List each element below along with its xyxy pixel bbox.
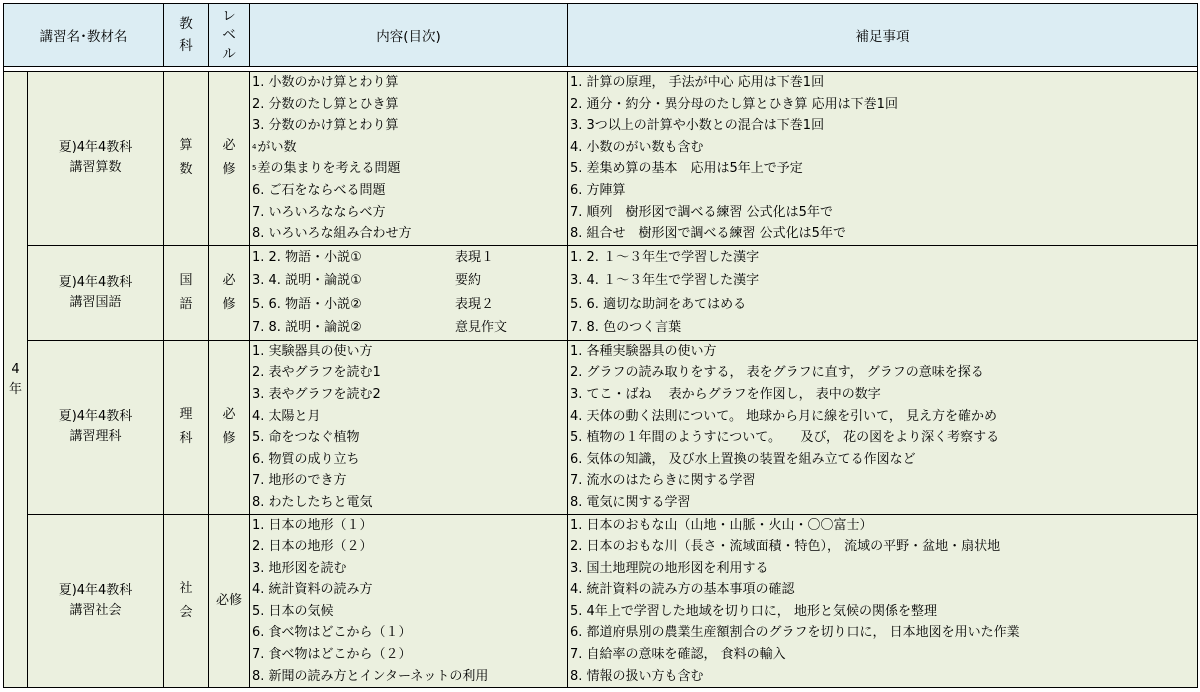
list-item: 8. いろいろな組み合わせ方 <box>252 226 412 242</box>
grade-label: 4 年 <box>4 72 28 688</box>
list-item: 5差の集まりを考える問題 <box>252 161 401 177</box>
list-item: 7. 8. 色のつく言葉 <box>570 320 682 336</box>
notes-list <box>568 514 1198 688</box>
subject-label: 国 語 <box>164 245 209 340</box>
list-item: 2. 日本のおもな川（長さ・流域面積・特色）， 流域の平野・盆地・扇状地 <box>570 539 1001 555</box>
list-item: 5. 6. 物語・小説② 表現２ <box>252 296 495 312</box>
list-item: 6. 気体の知識， 及び水上置換の装置を組み立てる作図など <box>570 451 916 467</box>
list-item: 4. 統計資料の読み方の基本事項の確認 <box>570 582 795 598</box>
table-row-science <box>4 340 1198 514</box>
list-item: 3. 表やグラフを読む2 <box>252 386 381 402</box>
list-item: 7. いろいろなならべ方 <box>252 204 386 220</box>
level-label: 必 修 <box>209 72 250 246</box>
content-list <box>250 245 568 340</box>
header-subject: 教 科 <box>164 4 209 67</box>
table-row-japanese <box>4 245 1198 340</box>
list-item: 6. 食べ物はどこから（１） <box>252 625 412 641</box>
header-content: 内容(目次) <box>250 4 568 67</box>
list-item: 7. 流水のはたらきに関する学習 <box>570 473 756 489</box>
list-item: 2. 日本の地形（２） <box>252 539 373 555</box>
list-item: 5. 日本の気候 <box>252 603 334 619</box>
header-row <box>4 4 1198 67</box>
list-item: 6. 都道府県別の農業生産額割合のグラフを切り口に， 日本地図を用いた作業 <box>570 625 1020 641</box>
notes-list <box>568 340 1198 514</box>
list-item: 4がい数 <box>252 139 297 155</box>
level-label: 必 修 <box>209 245 250 340</box>
list-item: 4. 天体の動く法則について。 地球から月に線を引いて， 見え方を確かめ <box>570 408 998 424</box>
list-item: 3. 地形図を読む <box>252 560 347 576</box>
list-item: 5. 差集め算の基本 応用は5年上で予定 <box>570 161 803 177</box>
list-item: 4. 統計資料の読み方 <box>252 582 373 598</box>
list-item: 5. 植物の１年間のようすについて。 及び， 花の図をより深く考察する <box>570 430 1000 446</box>
list-item: 5. 4年上で学習した地域を切り口に， 地形と気候の関係を整理 <box>570 603 937 619</box>
content-list <box>250 340 568 514</box>
list-item: 7. 食べ物はどこから（２） <box>252 647 412 663</box>
subject-label: 理 科 <box>164 340 209 514</box>
course-name: 夏)4年4教科 講習社会 <box>28 514 164 688</box>
level-label: 必修 <box>209 514 250 688</box>
list-item: 1. 実験器具の使い方 <box>252 343 373 359</box>
list-item: 2. 分数のたし算とひき算 <box>252 96 399 112</box>
notes-list <box>568 72 1198 246</box>
list-item: 5. 命をつなぐ植物 <box>252 430 360 446</box>
course-name: 夏)4年4教科 講習理科 <box>28 340 164 514</box>
notes-list <box>568 245 1198 340</box>
list-item: 8. 組合せ 樹形図で調べる練習 公式化は5年で <box>570 226 846 242</box>
curriculum-table <box>3 3 1198 688</box>
header-level: レ ベ ル <box>209 4 250 67</box>
list-item: 6. 方陣算 <box>570 182 626 198</box>
list-item: 5. 6. 適切な助詞をあてはめる <box>570 296 747 312</box>
list-item: 2. 表やグラフを読む1 <box>252 365 381 381</box>
subject-label: 社 会 <box>164 514 209 688</box>
list-item: 2. 通分・約分・異分母のたし算とひき算 応用は下巻1回 <box>570 96 898 112</box>
list-item: 2. グラフの読み取りをする， 表をグラフに直す， グラフの意味を探る <box>570 365 984 381</box>
list-item: 6. 物質の成り立ち <box>252 451 360 467</box>
list-item: 8. 電気に関する学習 <box>570 494 691 510</box>
course-name: 夏)4年4教科 講習算数 <box>28 72 164 246</box>
list-item: 7. 自給率の意味を確認， 食料の輸入 <box>570 647 786 663</box>
list-item: 3. 4. 説明・論説① 要約 <box>252 273 482 289</box>
list-item: 3. 国土地理院の地形図を利用する <box>570 560 769 576</box>
list-item: 3. 分数のかけ算とわり算 <box>252 118 399 134</box>
list-item: 4. 太陽と月 <box>252 408 321 424</box>
list-item: 7. 地形のでき方 <box>252 473 347 489</box>
table-row-social <box>4 514 1198 688</box>
content-list <box>250 72 568 246</box>
list-item: 1. 各種実験器具の使い方 <box>570 343 717 359</box>
list-item: 1. 日本のおもな山（山地・山脈・火山・〇〇富士） <box>570 517 873 533</box>
header-name: 講習名･教材名 <box>4 4 164 67</box>
subject-label: 算 数 <box>164 72 209 246</box>
list-item: 7. 8. 説明・論説② 意見作文 <box>252 320 508 336</box>
course-name: 夏)4年4教科 講習国語 <box>28 245 164 340</box>
list-item: 8. 新聞の読み方とインターネットの利用 <box>252 668 489 684</box>
list-item: 1. 日本の地形（１） <box>252 517 373 533</box>
list-item: 7. 順列 樹形図で調べる練習 公式化は5年で <box>570 204 833 220</box>
table-row-math <box>4 72 1198 246</box>
list-item: 1. 2. １～３年生で学習した漢字 <box>570 249 760 265</box>
list-item: 3. 4. １～３年生で学習した漢字 <box>570 273 760 289</box>
list-item: 1. 計算の原理， 手法が中心 応用は下巻1回 <box>570 75 825 90</box>
list-item: 1. 2. 物語・小説① 表現１ <box>252 249 495 265</box>
content-list <box>250 514 568 688</box>
list-item: 3. てこ・ばね 表からグラフを作図し， 表中の数字 <box>570 386 881 402</box>
list-item: 4. 小数のがい数も含む <box>570 139 704 155</box>
header-notes: 補足事項 <box>568 4 1198 67</box>
list-item: 3. 3つ以上の計算や小数との混合は下巻1回 <box>570 118 825 134</box>
list-item: 8. わたしたちと電気 <box>252 494 373 510</box>
list-item: 1. 小数のかけ算とわり算 <box>252 75 399 90</box>
list-item: 6. ご石をならべる問題 <box>252 182 386 198</box>
level-label: 必 修 <box>209 340 250 514</box>
list-item: 8. 情報の扱い方も含む <box>570 668 704 684</box>
